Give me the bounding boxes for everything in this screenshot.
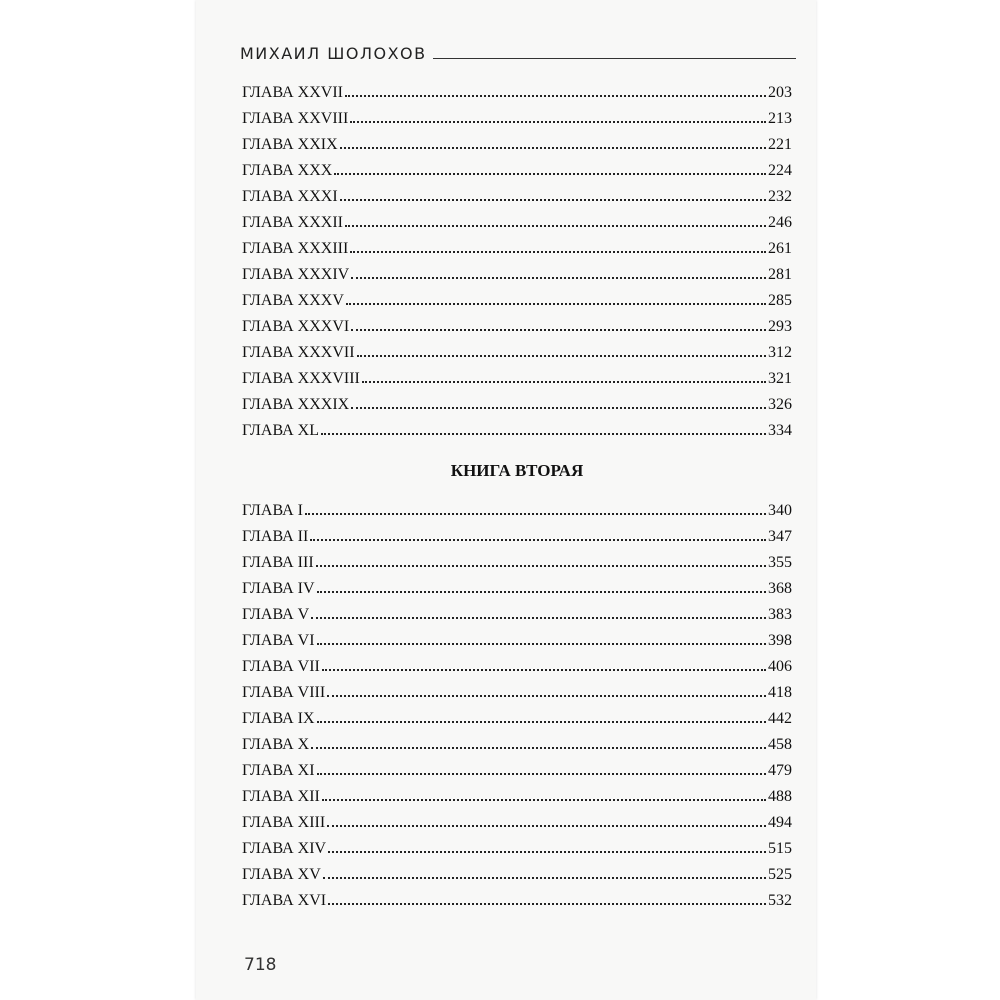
dot-leader	[322, 799, 766, 801]
toc-entry-label: ГЛАВА XXIX	[242, 136, 338, 153]
running-head	[240, 44, 796, 63]
dot-leader	[328, 903, 766, 905]
toc-entry	[242, 366, 792, 392]
toc-entry-page: 293	[768, 318, 792, 335]
toc-entry-page: 232	[768, 188, 792, 205]
toc-entry-label: ГЛАВА X	[242, 736, 310, 753]
dot-leader	[351, 277, 766, 279]
toc-entry	[242, 888, 792, 914]
dot-leader	[351, 407, 766, 409]
dot-leader	[340, 147, 766, 149]
toc-entry	[242, 524, 792, 550]
toc-entry	[242, 340, 792, 366]
dot-leader	[327, 695, 766, 697]
toc-entry-page: 355	[768, 554, 792, 571]
toc-entry-page: 221	[768, 136, 792, 153]
toc-entry	[242, 288, 792, 314]
toc-entry	[242, 158, 792, 184]
toc-entry	[242, 210, 792, 236]
toc-entry-page: 525	[768, 866, 792, 883]
toc-book-one-list	[242, 80, 792, 444]
dot-leader	[345, 95, 766, 97]
toc-entry-label: ГЛАВА VIII	[242, 684, 326, 701]
toc-entry-label: ГЛАВА VII	[242, 658, 320, 675]
running-head-rule	[433, 58, 796, 59]
toc-entry-page: 383	[768, 606, 792, 623]
running-head-title: МИХАИЛ ШОЛОХОВ	[240, 44, 427, 63]
dot-leader	[351, 329, 766, 331]
toc-entry-page: 340	[768, 502, 792, 519]
toc-entry	[242, 418, 792, 444]
toc-entry-label: ГЛАВА III	[242, 554, 314, 571]
toc-entry-page: 532	[768, 892, 792, 909]
toc-entry	[242, 602, 792, 628]
toc-entry-page: 261	[768, 240, 792, 257]
dot-leader	[310, 539, 766, 541]
toc-entry	[242, 184, 792, 210]
toc-entry-label: ГЛАВА II	[242, 528, 309, 545]
toc-entry-page: 479	[768, 762, 792, 779]
dot-leader	[305, 513, 766, 515]
toc-entry-page: 246	[768, 214, 792, 231]
table-of-contents	[242, 80, 792, 914]
toc-entry-page: 458	[768, 736, 792, 753]
toc-entry	[242, 80, 792, 106]
dot-leader	[345, 225, 766, 227]
dot-leader	[322, 669, 766, 671]
dot-leader	[340, 199, 766, 201]
toc-entry-label: ГЛАВА XL	[242, 422, 319, 439]
dot-leader	[327, 825, 766, 827]
dot-leader	[316, 565, 766, 567]
dot-leader	[311, 617, 766, 619]
toc-entry-label: ГЛАВА XXX	[242, 162, 333, 179]
dot-leader	[346, 303, 766, 305]
toc-entry-page: 368	[768, 580, 792, 597]
toc-entry	[242, 262, 792, 288]
toc-entry	[242, 706, 792, 732]
toc-entry	[242, 314, 792, 340]
toc-entry-label: ГЛАВА XVI	[242, 892, 327, 909]
toc-entry-page: 488	[768, 788, 792, 805]
dot-leader	[317, 643, 766, 645]
toc-entry-page: 224	[768, 162, 792, 179]
toc-entry	[242, 732, 792, 758]
toc-entry-page: 442	[768, 710, 792, 727]
toc-entry	[242, 654, 792, 680]
dot-leader	[317, 773, 766, 775]
toc-entry-label: ГЛАВА XIII	[242, 814, 326, 831]
toc-entry-page: 312	[768, 344, 792, 361]
toc-entry-label: ГЛАВА XXXV	[242, 292, 344, 309]
toc-entry	[242, 784, 792, 810]
toc-entry-label: ГЛАВА XXXVI	[242, 318, 350, 335]
toc-entry-label: ГЛАВА XXXIII	[242, 240, 349, 257]
book-page	[196, 0, 816, 1000]
toc-entry-page: 326	[768, 396, 792, 413]
toc-entry-label: ГЛАВА XXXI	[242, 188, 338, 205]
dot-leader	[317, 591, 766, 593]
toc-entry-page: 406	[768, 658, 792, 675]
toc-entry-label: ГЛАВА XII	[242, 788, 320, 805]
toc-entry-label: ГЛАВА XXXIV	[242, 266, 350, 283]
toc-entry-page: 398	[768, 632, 792, 649]
dot-leader	[323, 877, 766, 879]
toc-entry-label: ГЛАВА V	[242, 606, 310, 623]
toc-entry	[242, 628, 792, 654]
toc-entry	[242, 498, 792, 524]
toc-entry	[242, 106, 792, 132]
toc-entry-label: ГЛАВА XV	[242, 866, 321, 883]
toc-entry-label: ГЛАВА IV	[242, 580, 315, 597]
toc-entry-label: ГЛАВА XXVII	[242, 84, 343, 101]
dot-leader	[357, 355, 766, 357]
toc-entry-label: ГЛАВА XXXVII	[242, 344, 355, 361]
dot-leader	[350, 121, 766, 123]
toc-entry	[242, 576, 792, 602]
toc-entry-label: ГЛАВА XIV	[242, 840, 327, 857]
toc-book-two-list	[242, 498, 792, 914]
dot-leader	[362, 381, 766, 383]
page-number: 718	[244, 955, 277, 975]
dot-leader	[328, 851, 766, 853]
toc-entry	[242, 550, 792, 576]
toc-entry-label: ГЛАВА VI	[242, 632, 315, 649]
toc-entry	[242, 132, 792, 158]
toc-entry	[242, 810, 792, 836]
toc-entry-label: ГЛАВА I	[242, 502, 303, 519]
toc-entry	[242, 758, 792, 784]
toc-entry-page: 321	[768, 370, 792, 387]
toc-entry	[242, 836, 792, 862]
dot-leader	[350, 251, 766, 253]
toc-entry-page: 203	[768, 84, 792, 101]
toc-entry-page: 347	[768, 528, 792, 545]
toc-entry-page: 515	[768, 840, 792, 857]
toc-entry-page: 285	[768, 292, 792, 309]
toc-entry-page: 494	[768, 814, 792, 831]
toc-entry	[242, 862, 792, 888]
toc-entry-label: ГЛАВА XI	[242, 762, 315, 779]
toc-entry	[242, 236, 792, 262]
dot-leader	[317, 721, 766, 723]
toc-entry-label: ГЛАВА XXXVIII	[242, 370, 360, 387]
toc-entry-label: ГЛАВА XXXIX	[242, 396, 350, 413]
dot-leader	[321, 433, 766, 435]
toc-entry	[242, 680, 792, 706]
toc-entry-label: ГЛАВА XXXII	[242, 214, 343, 231]
toc-entry-page: 281	[768, 266, 792, 283]
toc-entry-label: ГЛАВА XXVIII	[242, 110, 349, 127]
toc-entry	[242, 392, 792, 418]
toc-entry-label: ГЛАВА IX	[242, 710, 315, 727]
dot-leader	[311, 747, 766, 749]
toc-entry-page: 213	[768, 110, 792, 127]
dot-leader	[334, 173, 766, 175]
toc-entry-page: 418	[768, 684, 792, 701]
toc-entry-page: 334	[768, 422, 792, 439]
section-heading: КНИГА ВТОРАЯ	[450, 461, 584, 480]
